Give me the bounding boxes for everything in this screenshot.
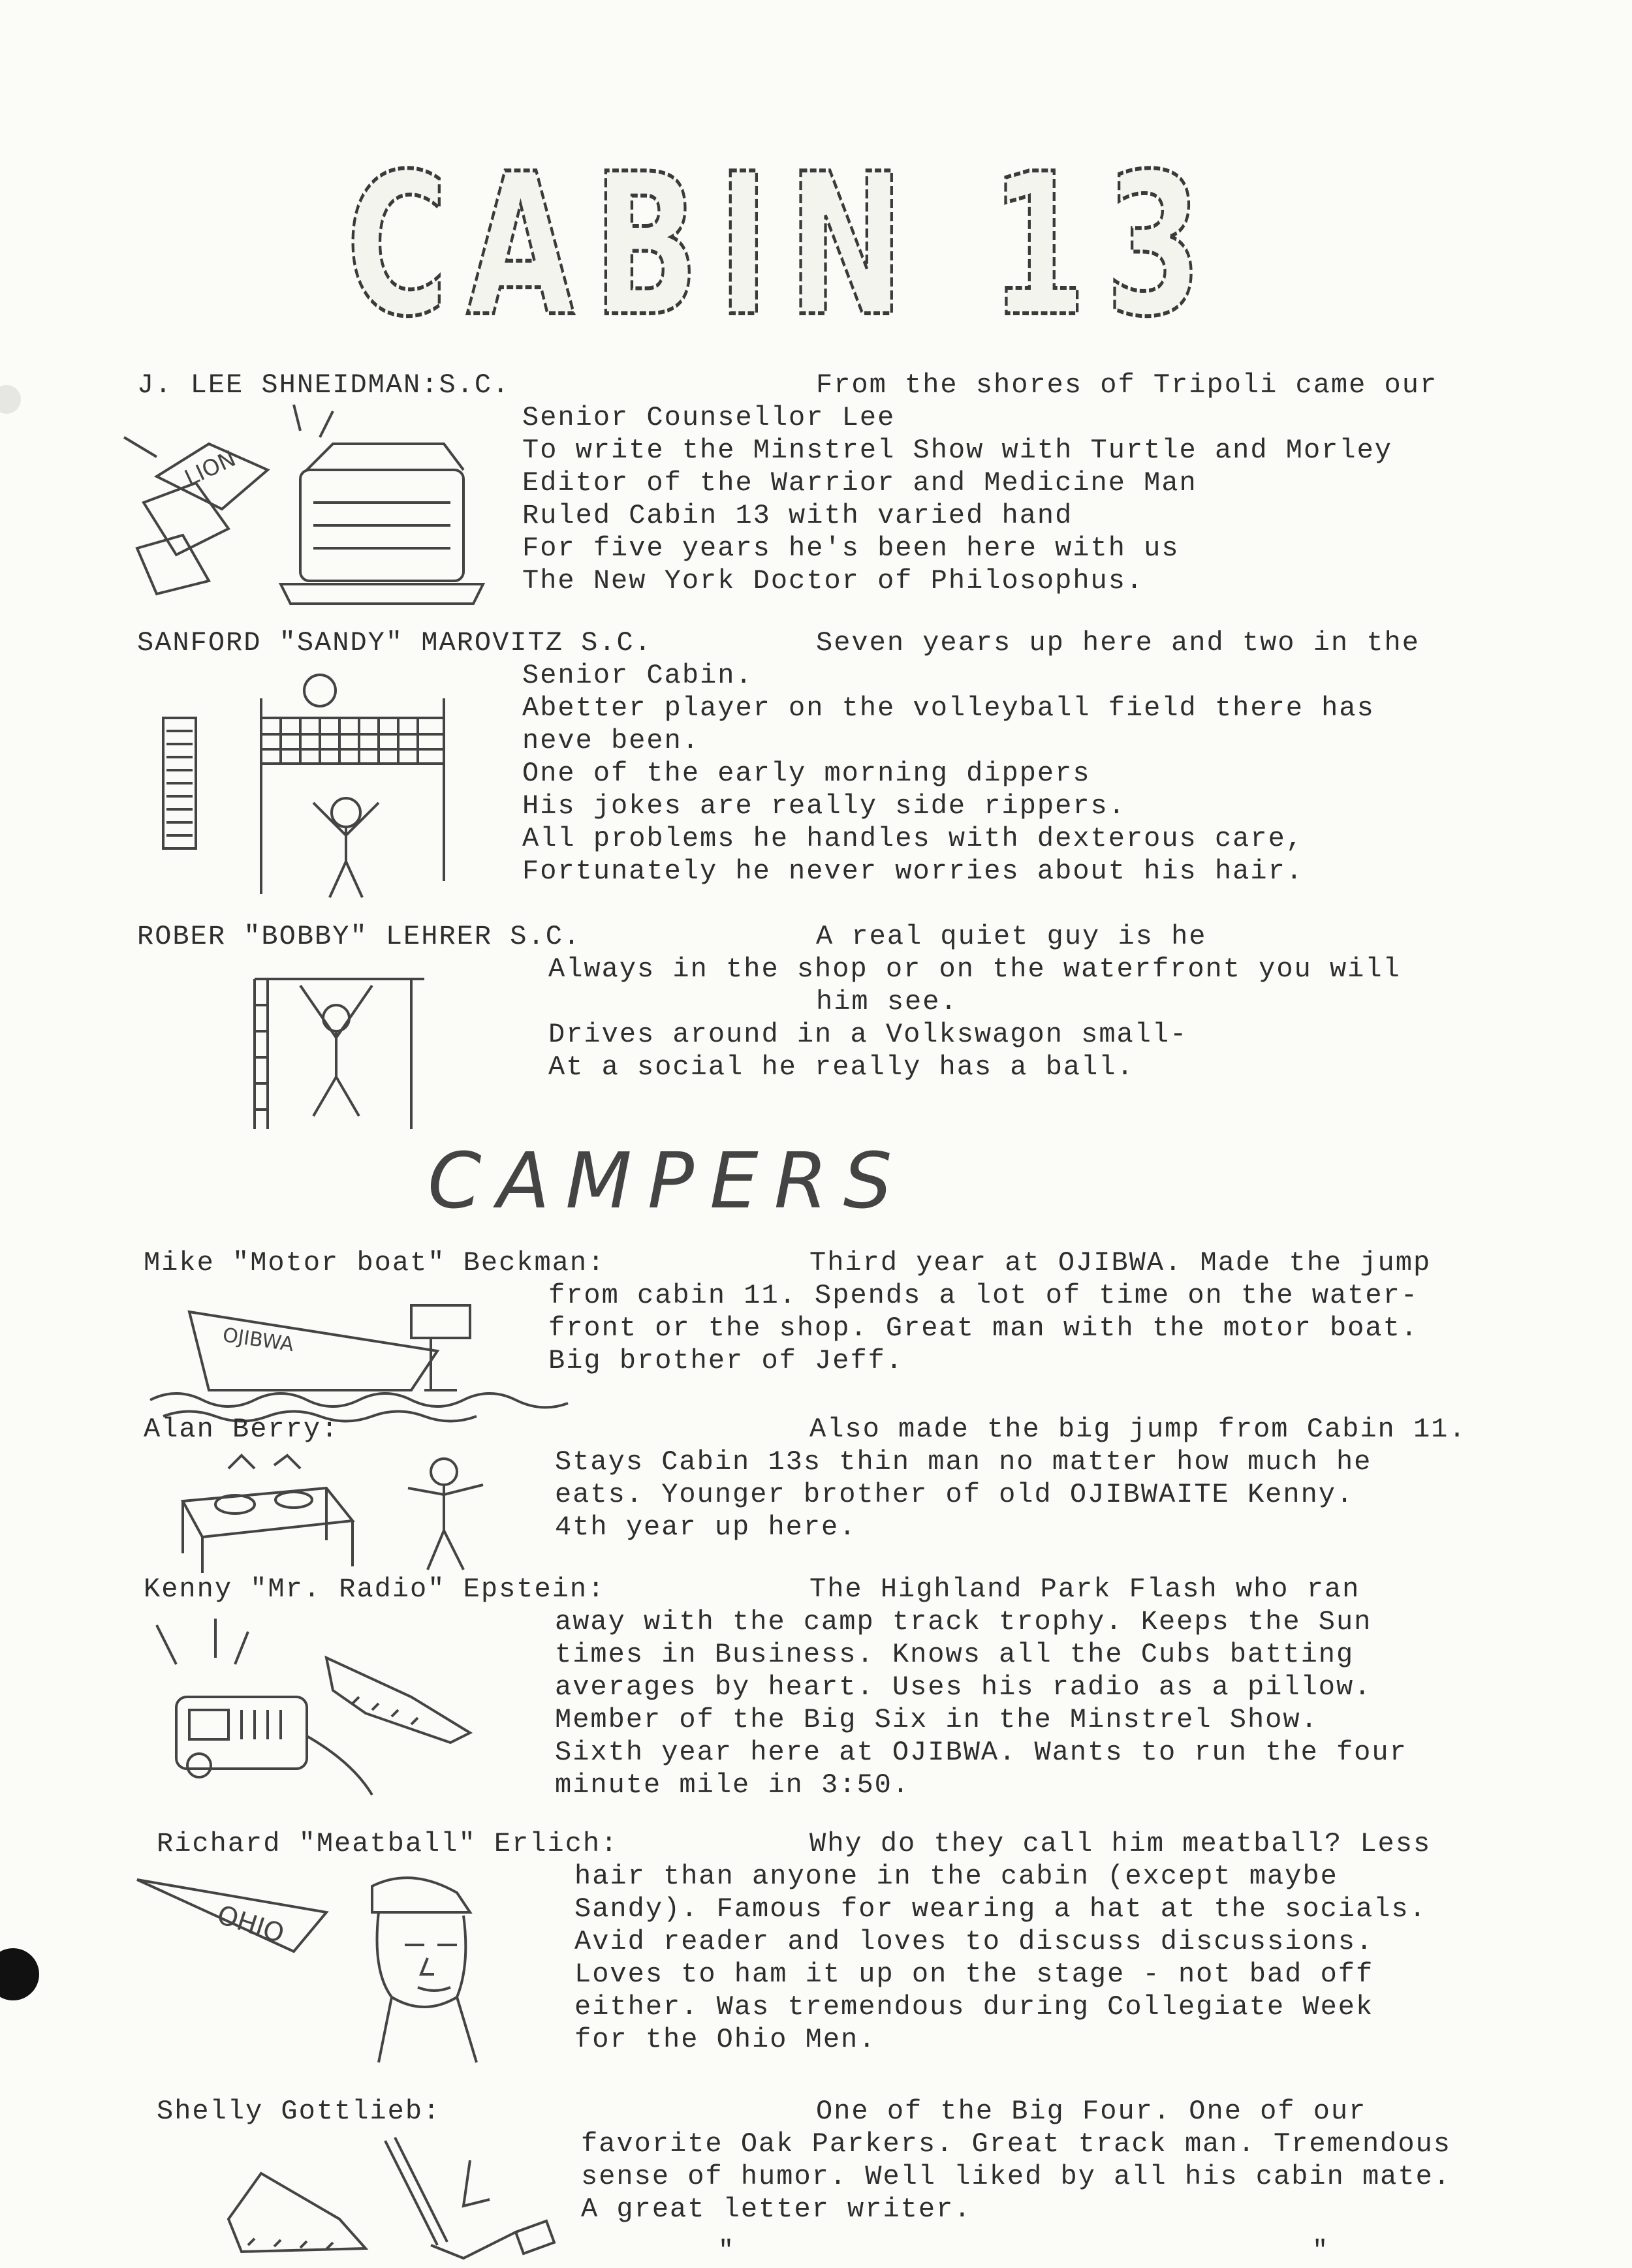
title-text: CABIN 13 bbox=[346, 132, 1221, 360]
counselor-text-line: Drives around in a Volkswagon small- bbox=[548, 1019, 1188, 1050]
counselor-text-line: Seven years up here and two in the bbox=[816, 627, 1420, 659]
camper-text-line: A great letter writer. bbox=[581, 2194, 972, 2225]
camper-text-line: away with the camp track trophy. Keeps the Sun bbox=[555, 1606, 1372, 1638]
camper-name: Alan Berry: bbox=[144, 1414, 339, 1445]
counselor-text-line: Always in the shop or on the waterfront you will bbox=[548, 954, 1401, 985]
counselor-text-line: Senior Cabin. bbox=[522, 660, 753, 691]
volleyball-net-sketch bbox=[157, 672, 470, 907]
counselor-text-line: Fortunately he never worries about his hair. bbox=[522, 856, 1304, 887]
camper-text-line: either. Was tremendous during Collegiate Week bbox=[574, 1991, 1374, 2023]
camper-text-line: sense of humor. Well liked by all his cabin mate. bbox=[581, 2161, 1452, 2192]
camper-name: Shelly Gottlieb: bbox=[157, 2096, 441, 2127]
camper-text-line: averages by heart. Uses his radio as a pillow. bbox=[555, 1671, 1372, 1703]
camper-name: Kenny "Mr. Radio" Epstein: bbox=[144, 1574, 606, 1605]
camper-text-line: Third year at OJIBWA. Made the jump bbox=[809, 1247, 1432, 1279]
camper-text-line: Also made the big jump from Cabin 11. bbox=[809, 1414, 1467, 1445]
counselor-text-line: The New York Doctor of Philosophus. bbox=[522, 565, 1144, 597]
counselor-text-line: His jokes are really side rippers. bbox=[522, 790, 1126, 822]
counselor-text-line: All problems he handles with dexterous care, bbox=[522, 823, 1304, 854]
camper-text-line: Avid reader and loves to discuss discussions. bbox=[574, 1926, 1374, 1957]
sneaker-and-pen-sketch bbox=[215, 2134, 574, 2265]
camper-text-line: Sixth year here at OJIBWA. Wants to run the four bbox=[555, 1737, 1407, 1768]
counselor-text-line: Ruled Cabin 13 with varied hand bbox=[522, 500, 1073, 531]
camper-text-line: times in Business. Knows all the Cubs batting bbox=[555, 1639, 1355, 1670]
motorboat-sketch bbox=[150, 1292, 568, 1423]
camper-text-line: Sandy). Famous for wearing a hat at the socials. bbox=[574, 1893, 1427, 1925]
camper-text-line: from cabin 11. Spends a lot of time on the water- bbox=[548, 1280, 1419, 1311]
counselor-text-line: A real quiet guy is he bbox=[816, 921, 1207, 952]
counselor-name: SANFORD "SANDY" MAROVITZ S.C. bbox=[137, 627, 652, 659]
binder-hole-bottom bbox=[0, 1948, 39, 2000]
counselor-text-line: One of the early morning dippers bbox=[522, 758, 1091, 789]
counselor-text-line: For five years he's been here with us bbox=[522, 533, 1180, 564]
counselor-text-line: neve been. bbox=[522, 725, 700, 756]
counselor-text-line: Senior Counsellor Lee bbox=[522, 402, 896, 433]
camper-text-line: favorite Oak Parkers. Great track man. Tremendous bbox=[581, 2128, 1452, 2160]
camper-text-line: Member of the Big Six in the Minstrel Show. bbox=[555, 1704, 1319, 1735]
counselor-text-line: To write the Minstrel Show with Turtle and Morley bbox=[522, 435, 1393, 466]
cabin-13-title-art bbox=[326, 132, 1240, 360]
pennant-label: OHIO bbox=[213, 1899, 288, 1950]
camper-text-line: Big brother of Jeff. bbox=[548, 1345, 904, 1376]
camper-name: Richard "Meatball" Erlich: bbox=[157, 1828, 619, 1859]
typewriter-sketch bbox=[118, 398, 509, 614]
radio-and-shoe-sketch bbox=[144, 1619, 483, 1795]
camper-text-line: for the Ohio Men. bbox=[574, 2024, 877, 2055]
gym-bar-sketch bbox=[242, 966, 437, 1136]
typewriter-paper-label: LION bbox=[180, 445, 240, 492]
camper-text-line: Why do they call him meatball? Less bbox=[809, 1828, 1432, 1859]
footer-fragment: " " bbox=[718, 2237, 1330, 2266]
binder-hole-top bbox=[0, 385, 21, 414]
boat-label: OJIBWA bbox=[221, 1324, 296, 1357]
camper-text-line: minute mile in 3:50. bbox=[555, 1769, 911, 1801]
page-title bbox=[326, 132, 1240, 360]
camper-text-line: front or the shop. Great man with the motor boat. bbox=[548, 1313, 1419, 1344]
campers-heading: CAMPERS bbox=[428, 1136, 908, 1226]
ohio-pennant-sketch bbox=[131, 1867, 496, 2075]
camper-text-line: The Highland Park Flash who ran bbox=[809, 1574, 1360, 1605]
camper-name: Mike "Motor boat" Beckman: bbox=[144, 1247, 606, 1279]
camper-text-line: One of the Big Four. One of our bbox=[816, 2096, 1367, 2127]
counselor-text-line: Editor of the Warrior and Medicine Man bbox=[522, 467, 1197, 499]
camper-text-line: Loves to ham it up on the stage - not bad off bbox=[574, 1959, 1374, 1990]
counselor-text-line: Abetter player on the volleyball field there has bbox=[522, 692, 1375, 724]
camper-text-line: 4th year up here. bbox=[555, 1512, 857, 1543]
counselor-text-line: him see. bbox=[816, 986, 958, 1017]
counselor-name: ROBER "BOBBY" LEHRER S.C. bbox=[137, 921, 582, 952]
counselor-text-line: At a social he really has a ball. bbox=[548, 1051, 1135, 1083]
table-and-boy-sketch bbox=[157, 1442, 522, 1579]
camper-text-line: eats. Younger brother of old OJIBWAITE Kenny. bbox=[555, 1479, 1355, 1510]
camper-text-line: hair than anyone in the cabin (except maybe bbox=[574, 1861, 1338, 1892]
counselor-name: J. LEE SHNEIDMAN:S.C. bbox=[137, 369, 510, 401]
counselor-text-line: From the shores of Tripoli came our bbox=[816, 369, 1438, 401]
camper-text-line: Stays Cabin 13s thin man no matter how much he bbox=[555, 1446, 1372, 1478]
